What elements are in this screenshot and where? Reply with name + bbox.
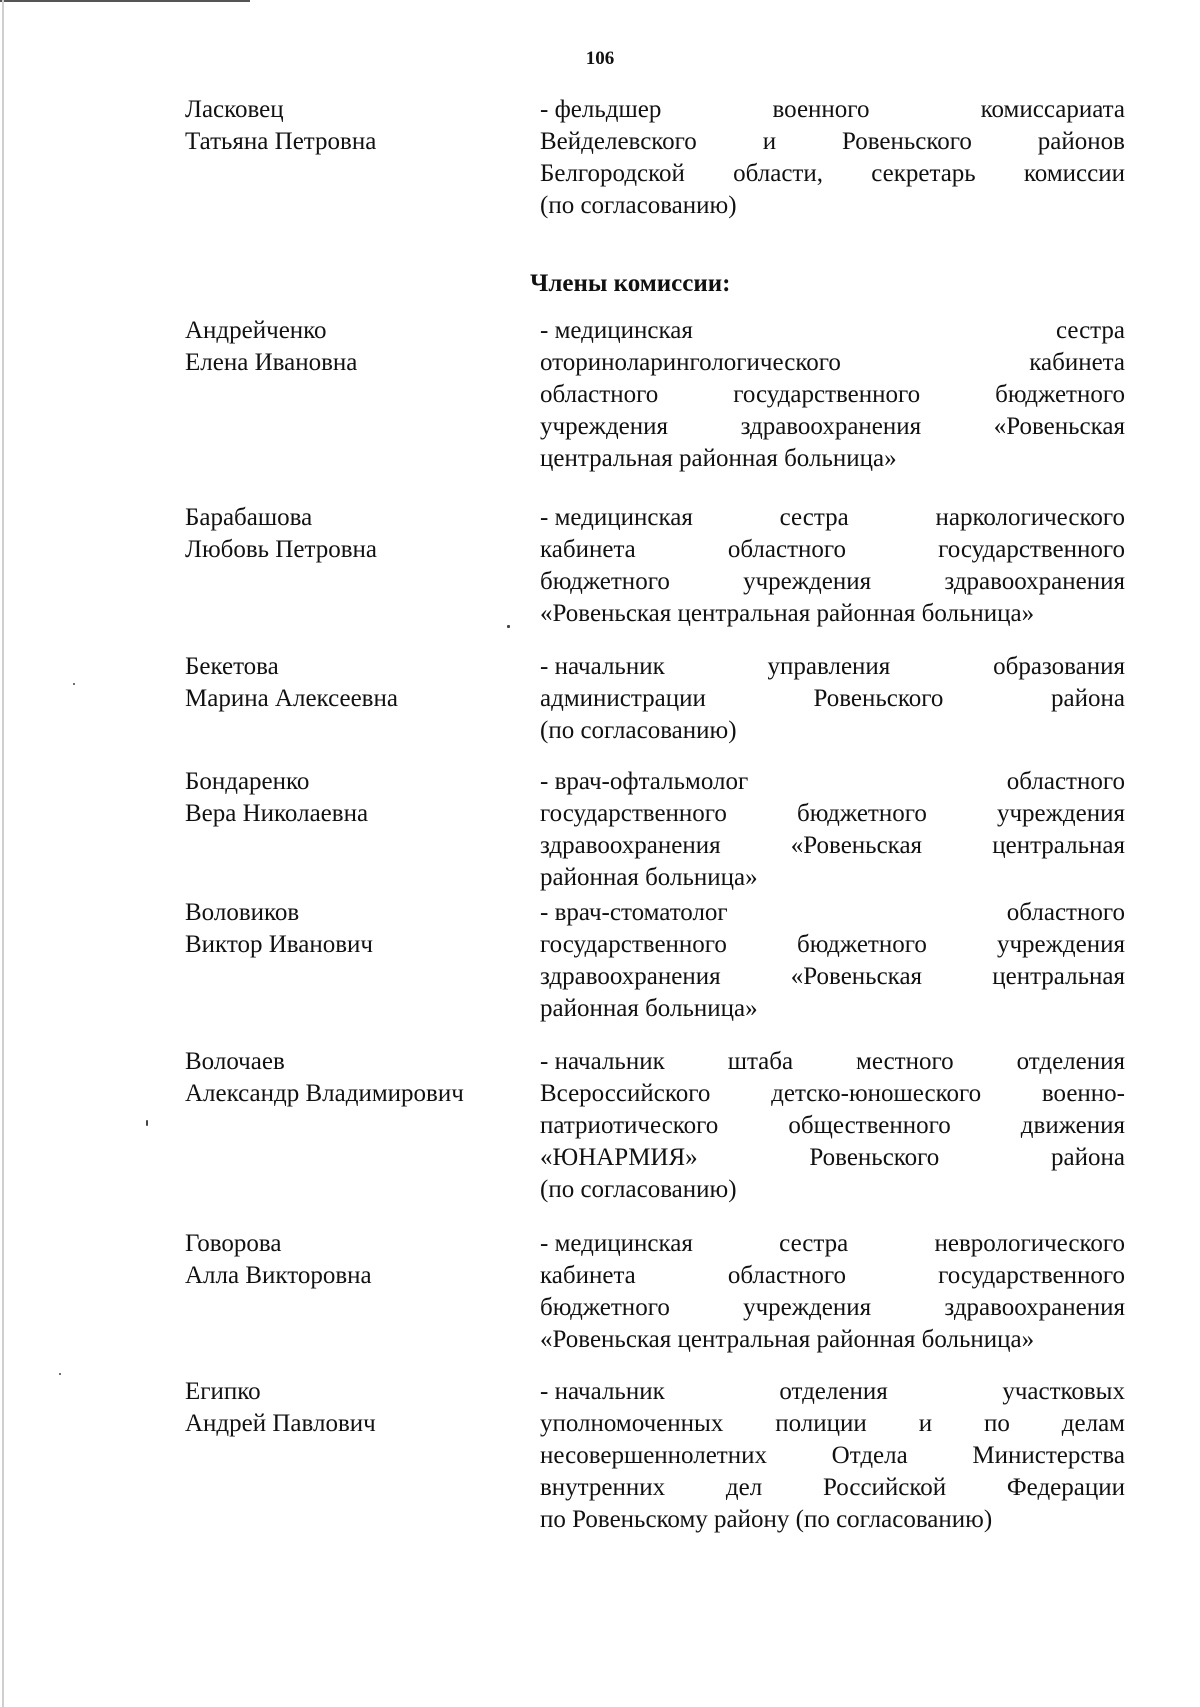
member-surname: Бондаренко: [185, 768, 310, 795]
position-word: сестра: [779, 504, 849, 531]
position-word: областного: [727, 536, 847, 563]
position-word: (по согласованию): [540, 1176, 737, 1203]
member-name: [185, 766, 515, 830]
position-word: Федерации: [1006, 1474, 1125, 1501]
position-word: центральная районная больница»: [540, 445, 897, 472]
position-line: [540, 315, 1125, 347]
position-word: «ЮНАРМИЯ»: [540, 1144, 698, 1171]
position-word: секретарь: [871, 160, 976, 187]
position-word: патриотического: [540, 1112, 719, 1139]
position-word: и: [762, 128, 777, 155]
position-line: [540, 534, 1125, 566]
position-word: учреждения: [996, 800, 1125, 827]
member-given-names: Александр Владимирович: [185, 1080, 464, 1107]
member-position: [540, 766, 1125, 894]
member-position: [540, 1376, 1125, 1536]
position-word: «Ровеньская: [993, 413, 1125, 440]
position-word: здравоохранения: [944, 1294, 1125, 1321]
position-word: - начальник: [540, 653, 665, 680]
position-line: [540, 1260, 1125, 1292]
position-line: [540, 190, 1125, 222]
position-word: уполномоченных: [540, 1410, 724, 1437]
position-word: бюджетного: [797, 931, 927, 958]
position-line: [540, 443, 1125, 475]
position-word: области,: [733, 160, 823, 187]
position-line: [540, 1376, 1125, 1408]
position-word: государственного: [938, 1262, 1125, 1289]
member-surname: Египко: [185, 1378, 261, 1405]
position-word: здравоохранения: [740, 413, 922, 440]
position-word: «Ровеньская: [790, 832, 923, 859]
position-word: - фельдшер: [540, 96, 662, 123]
member-position: [540, 897, 1125, 1025]
member-surname: Барабашова: [185, 504, 313, 531]
position-word: учреждения: [743, 1294, 872, 1321]
position-line: [540, 929, 1125, 961]
position-word: наркологического: [935, 504, 1125, 531]
member-given-names: Андрей Павлович: [185, 1410, 376, 1437]
position-word: несовершеннолетних: [540, 1442, 767, 1469]
position-word: участковых: [1002, 1378, 1125, 1405]
page-number: 106: [585, 48, 615, 69]
position-word: комиссии: [1023, 160, 1125, 187]
member-name: [185, 1376, 515, 1440]
position-line: [540, 897, 1125, 929]
position-word: по: [983, 1410, 1010, 1437]
position-word: государственного: [540, 800, 727, 827]
member-surname: Бекетова: [185, 653, 279, 680]
position-line: [540, 566, 1125, 598]
position-line: [540, 158, 1125, 190]
position-word: государственного: [938, 536, 1125, 563]
position-word: района: [1051, 1144, 1125, 1171]
position-word: - медицинская: [540, 1230, 693, 1257]
position-word: районов: [1037, 128, 1125, 155]
position-word: «Ровеньская центральная районная больница»: [540, 600, 1035, 627]
position-line: [540, 94, 1125, 126]
position-line: [540, 651, 1125, 683]
position-line: [540, 1504, 1125, 1536]
position-word: кабинета: [1029, 349, 1125, 376]
position-word: здравоохранения: [540, 963, 721, 990]
member-name: [185, 897, 515, 961]
position-word: местного: [856, 1048, 954, 1075]
position-line: [540, 1228, 1125, 1260]
position-line: [540, 1078, 1125, 1110]
member-name: [185, 94, 515, 158]
position-word: по Ровеньскому району (по согласованию): [540, 1506, 993, 1533]
position-word: - врач-офтальмолог: [540, 768, 749, 795]
member-surname: Ласковец: [185, 96, 284, 123]
position-word: учреждения: [743, 568, 872, 595]
member-given-names: Елена Ивановна: [185, 349, 358, 376]
position-word: бюджетного: [540, 568, 670, 595]
position-line: [540, 1472, 1125, 1504]
member-surname: Андрейченко: [185, 317, 327, 344]
position-line: [540, 1046, 1125, 1078]
position-word: района: [1051, 685, 1125, 712]
position-word: детско-юношеского: [771, 1080, 982, 1107]
position-word: бюджетного: [797, 800, 927, 827]
position-word: комиссариата: [980, 96, 1125, 123]
member-given-names: Марина Алексеевна: [185, 685, 398, 712]
member-name: [185, 315, 515, 379]
member-given-names: Алла Викторовна: [185, 1262, 372, 1289]
position-word: «Ровеньская центральная районная больница»: [540, 1326, 1035, 1353]
member-surname: Воловиков: [185, 899, 300, 926]
position-word: государственного: [540, 931, 727, 958]
member-given-names: Любовь Петровна: [185, 536, 377, 563]
member-position: [540, 651, 1125, 747]
member-name: [185, 502, 515, 566]
section-heading-members: Члены комиссии:: [530, 270, 731, 297]
position-word: военного: [772, 96, 870, 123]
position-word: полиции: [775, 1410, 867, 1437]
position-word: (по согласованию): [540, 717, 737, 744]
position-word: районная больница»: [540, 864, 758, 891]
position-word: неврологического: [934, 1230, 1125, 1257]
position-word: - медицинская: [540, 504, 693, 531]
position-word: сестра: [1055, 317, 1125, 344]
position-word: военно-: [1041, 1080, 1125, 1107]
position-line: [540, 715, 1125, 747]
member-given-names: Татьяна Петровна: [185, 128, 377, 155]
position-word: областного: [1006, 768, 1125, 795]
position-line: [540, 1440, 1125, 1472]
position-word: отделения: [779, 1378, 888, 1405]
scan-speck: [507, 625, 510, 628]
position-line: [540, 1324, 1125, 1356]
position-word: областного: [1006, 899, 1125, 926]
position-word: делам: [1061, 1410, 1125, 1437]
position-word: управления: [767, 653, 891, 680]
position-word: дел: [725, 1474, 763, 1501]
position-line: [540, 683, 1125, 715]
position-word: кабинета: [540, 1262, 636, 1289]
position-word: - врач-стоматолог: [540, 899, 728, 926]
position-word: Ровеньского: [813, 685, 944, 712]
member-given-names: Виктор Иванович: [185, 931, 373, 958]
position-line: [540, 1110, 1125, 1142]
position-line: [540, 379, 1125, 411]
position-word: центральная: [992, 963, 1125, 990]
member-position: [540, 94, 1125, 222]
position-word: штаба: [727, 1048, 794, 1075]
position-word: (по согласованию): [540, 192, 737, 219]
position-word: областного: [540, 381, 659, 408]
position-line: [540, 830, 1125, 862]
position-line: [540, 1292, 1125, 1324]
position-line: [540, 411, 1125, 443]
position-word: и: [918, 1410, 933, 1437]
position-word: здравоохранения: [540, 832, 721, 859]
position-word: бюджетного: [540, 1294, 670, 1321]
position-line: [540, 347, 1125, 379]
scan-speck: [146, 1120, 148, 1126]
member-position: [540, 502, 1125, 630]
position-line: [540, 502, 1125, 534]
position-word: Ровеньского: [841, 128, 972, 155]
scan-speck: [59, 1373, 61, 1375]
position-word: «Ровеньская: [790, 963, 923, 990]
position-word: Вейделевского: [540, 128, 697, 155]
position-line: [540, 598, 1125, 630]
member-position: [540, 1046, 1125, 1206]
member-position: [540, 1228, 1125, 1356]
position-line: [540, 1174, 1125, 1206]
scan-edge-left: [2, 0, 4, 1707]
position-word: районная больница»: [540, 995, 758, 1022]
member-name: [185, 1046, 515, 1110]
position-word: учреждения: [540, 413, 669, 440]
position-word: учреждения: [996, 931, 1125, 958]
position-word: Белгородской: [540, 160, 685, 187]
scan-edge-top: [0, 0, 250, 2]
position-word: сестра: [779, 1230, 849, 1257]
member-given-names: Вера Николаевна: [185, 800, 369, 827]
position-word: здравоохранения: [944, 568, 1125, 595]
position-word: общественного: [788, 1112, 951, 1139]
position-word: администрации: [540, 685, 706, 712]
position-line: [540, 766, 1125, 798]
position-word: Российской: [822, 1474, 947, 1501]
member-name: [185, 1228, 515, 1292]
position-line: [540, 862, 1125, 894]
position-line: [540, 993, 1125, 1025]
member-name: [185, 651, 515, 715]
position-line: [540, 1142, 1125, 1174]
position-word: образования: [993, 653, 1125, 680]
scan-speck: [73, 683, 75, 685]
position-word: отделения: [1016, 1048, 1125, 1075]
position-word: - медицинская: [540, 317, 693, 344]
position-line: [540, 1408, 1125, 1440]
position-word: - начальник: [540, 1378, 665, 1405]
position-word: Отдела: [831, 1442, 908, 1469]
position-word: - начальник: [540, 1048, 665, 1075]
position-word: движения: [1020, 1112, 1125, 1139]
member-surname: Говорова: [185, 1230, 282, 1257]
position-word: оториноларингологического: [540, 349, 841, 376]
position-word: областного: [727, 1262, 847, 1289]
position-word: Всероссийского: [540, 1080, 711, 1107]
position-word: Ровеньского: [809, 1144, 940, 1171]
position-word: кабинета: [540, 536, 636, 563]
position-line: [540, 126, 1125, 158]
member-surname: Волочаев: [185, 1048, 285, 1075]
position-word: государственного: [733, 381, 921, 408]
member-position: [540, 315, 1125, 475]
position-word: центральная: [992, 832, 1125, 859]
position-line: [540, 961, 1125, 993]
position-word: бюджетного: [995, 381, 1125, 408]
position-word: внутренних: [540, 1474, 666, 1501]
position-line: [540, 798, 1125, 830]
position-word: Министерства: [972, 1442, 1125, 1469]
